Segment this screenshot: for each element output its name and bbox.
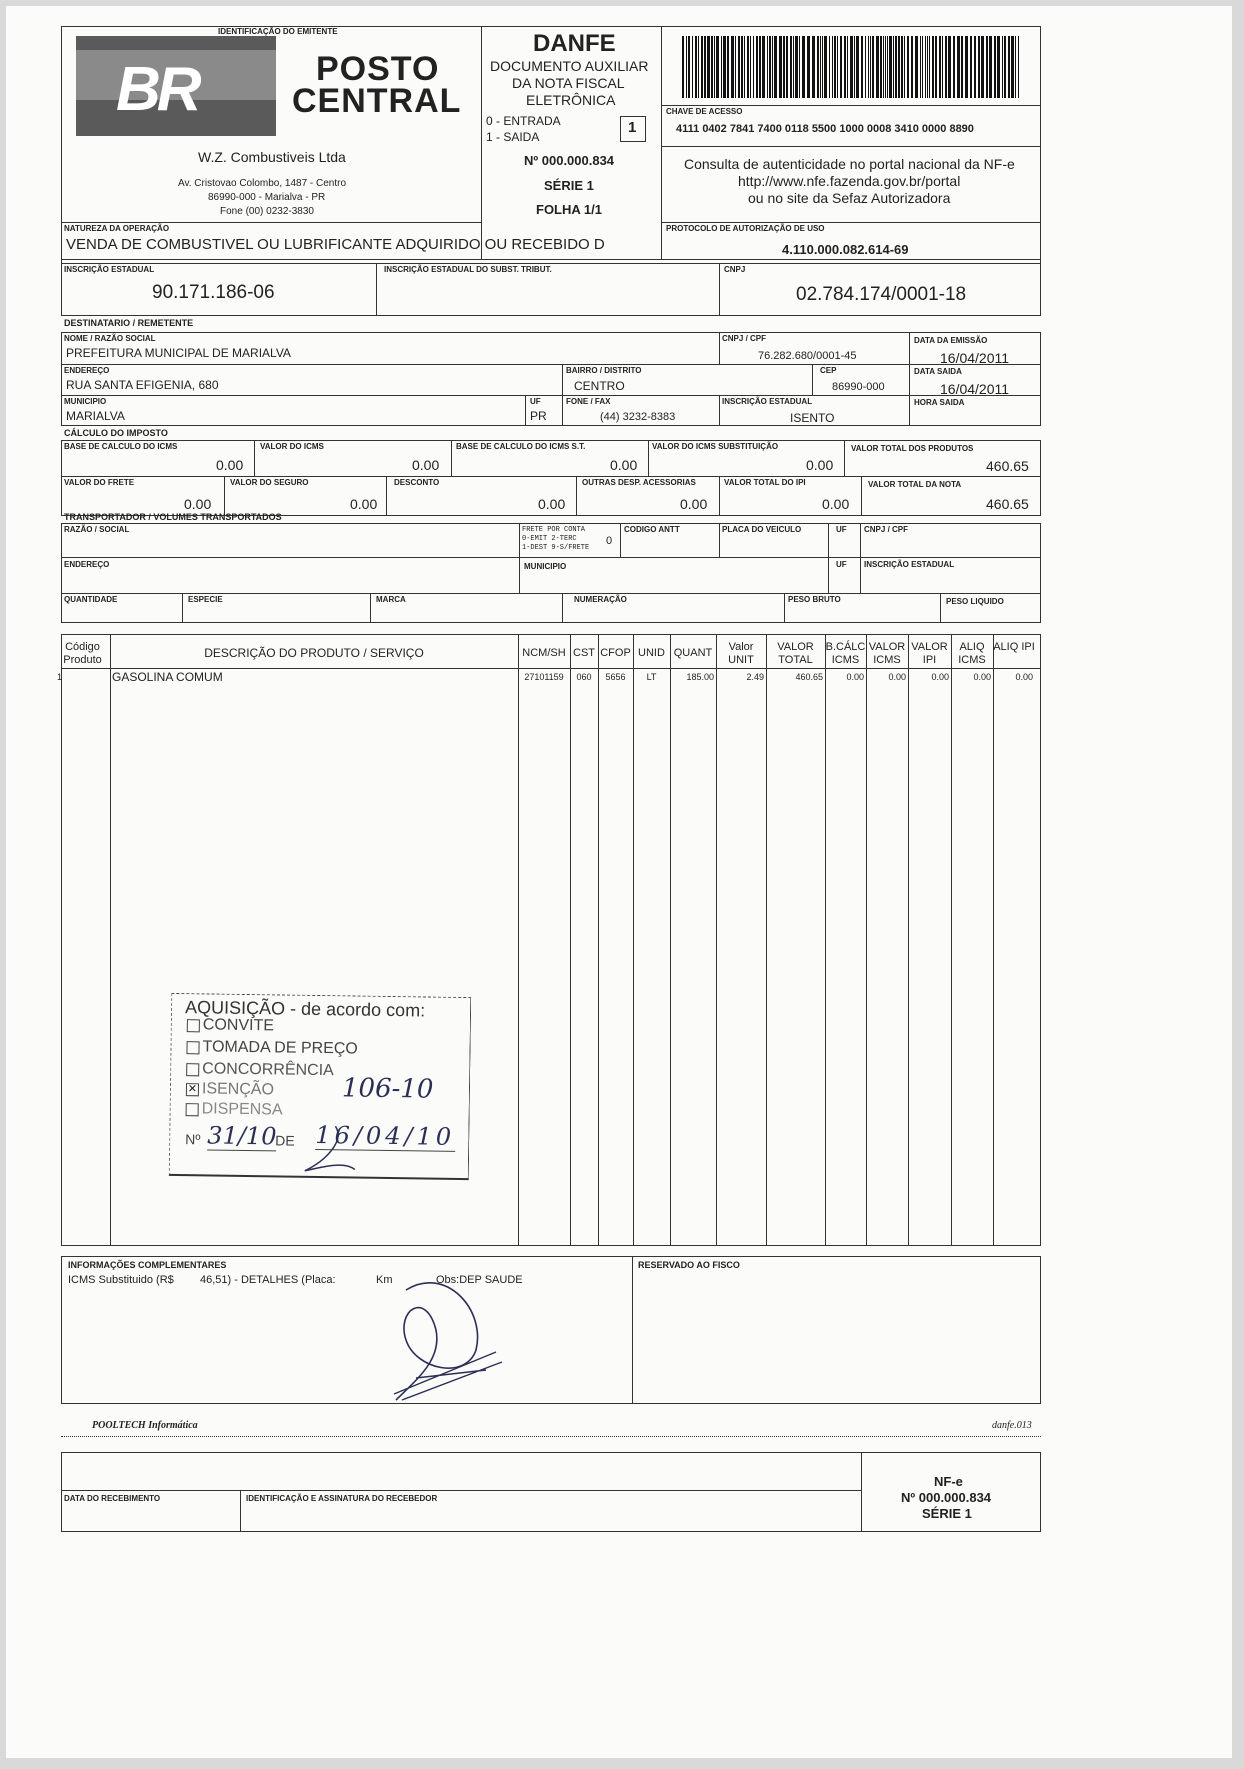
danfe-folha: FOLHA 1/1 (536, 202, 602, 217)
valor-icms-label: VALOR DO ICMS (260, 442, 324, 451)
barcode-bar (880, 36, 882, 98)
outras-label: OUTRAS DESP. ACESSORIAS (582, 478, 696, 487)
barcode-bar (997, 36, 1000, 98)
barcode-bar (970, 36, 972, 98)
dest-uf: PR (530, 409, 547, 423)
frete: 0.00 (184, 496, 212, 512)
dest-uf-label: UF (530, 397, 541, 406)
barcode-bar (989, 36, 992, 98)
barcode-bar (904, 36, 905, 98)
barcode-bar (686, 36, 687, 98)
barcode-bar (767, 36, 768, 98)
consulta-line3: ou no site da Sefaz Autorizadora (748, 190, 951, 206)
barcode-bar (939, 36, 941, 98)
dest-emissao-label: DATA DA EMISSÃO (914, 336, 988, 345)
barcode-bar (868, 36, 869, 98)
barcode-bar (759, 36, 761, 98)
barcode-bar (948, 36, 951, 98)
protocolo-label: PROTOCOLO DE AUTORIZAÇÃO DE USO (666, 224, 825, 233)
produtos-column-divider (670, 634, 671, 1246)
produto-cell: 5656 (605, 672, 626, 682)
produtos-header-cell: VALOR TOTAL (777, 641, 814, 666)
barcode-bar (682, 36, 684, 98)
dest-cep-label: CEP (820, 366, 837, 375)
stamp-handwritten-code: 106-10 (341, 1073, 434, 1105)
quantidade-label: QUANTIDADE (64, 595, 118, 604)
stamp-line4: CONCORRÊNCIA (202, 1060, 334, 1080)
saida-label: 1 - SAIDA (486, 130, 540, 144)
barcode-bar (744, 36, 745, 98)
dest-nome: PREFEITURA MUNICIPAL DE MARIALVA (66, 346, 291, 360)
barcode-bar (898, 36, 900, 98)
produtos-header-cell: VALOR ICMS (868, 641, 906, 666)
dest-saida-label: DATA SAIDA (914, 367, 962, 376)
total-prod-label: VALOR TOTAL DOS PRODUTOS (851, 444, 974, 453)
barcode-bar (774, 36, 777, 98)
barcode-bar (856, 36, 859, 98)
base-st-label: BASE DE CALCULO DO ICMS S.T. (456, 442, 586, 451)
transportador-section: TRANSPORTADOR / VOLUMES TRANSPORTADOS (64, 512, 282, 522)
barcode-bar (817, 36, 819, 98)
dest-cnpj-label: CNPJ / CPF (722, 334, 767, 343)
produtos-header-cell: CST (573, 647, 595, 659)
barcode-bar (756, 36, 758, 98)
barcode-bar (870, 36, 871, 98)
stamp-data: 16/04/10 (315, 1120, 456, 1151)
barcode-bar (786, 36, 788, 98)
emitente-phone: Fone (00) 0232-3830 (220, 206, 314, 217)
barcode-bar (927, 36, 928, 98)
barcode-bar (723, 36, 726, 98)
produtos-column-divider (951, 634, 952, 1246)
emitente-address2: 86990-000 - Marialva - PR (208, 192, 326, 203)
barcode-bar (829, 36, 830, 98)
barcode-bar (716, 36, 719, 98)
barcode-bar (847, 36, 848, 98)
emitente-address1: Av. Cristovao Colombo, 1487 - Centro (178, 178, 347, 189)
peso-liquido-label: PESO LIQUIDO (946, 597, 1004, 606)
brand-line1: POSTO (316, 50, 440, 88)
dest-bairro: CENTRO (574, 379, 625, 393)
barcode-bar (704, 36, 706, 98)
barcode-bar (850, 36, 853, 98)
barcode-bar (986, 36, 988, 98)
barcode-bar (961, 36, 963, 98)
dest-nome-label: NOME / RAZÃO SOCIAL (64, 334, 156, 343)
barcode-bar (688, 36, 690, 98)
barcode-bar (887, 36, 888, 98)
barcode-bar (885, 36, 886, 98)
produto-cell: 1 (57, 672, 63, 682)
barcode-bar (895, 36, 897, 98)
valor-st-label: VALOR DO ICMS SUBSTITUIÇÃO (652, 442, 779, 451)
barcode-bar (925, 36, 926, 98)
danfe-subtitle1: DOCUMENTO AUXILIAR (490, 58, 649, 74)
produtos-header-cell: VALOR IPI (911, 641, 948, 666)
transp-ie-label: INSCRIÇÃO ESTADUAL (864, 560, 955, 569)
produtos-column-divider (110, 634, 111, 1246)
valor-st: 0.00 (806, 457, 834, 473)
dest-cep: 86990-000 (832, 381, 885, 393)
barcode-bar (762, 36, 765, 98)
br-logo-text: BR (116, 55, 198, 124)
stamp-numero-prefix: Nº (185, 1131, 201, 1148)
barcode-bar (953, 36, 955, 98)
barcode-bar (911, 36, 913, 98)
barcode-bar (731, 36, 734, 98)
chave-value: 4111 0402 7841 7400 0118 5500 1000 0008 3410 0000 8890 (676, 123, 974, 135)
barcode-bar (889, 36, 892, 98)
barcode-bar (714, 36, 715, 98)
transp-cnpj-label: CNPJ / CPF (864, 525, 909, 534)
barcode-bar (929, 36, 930, 98)
danfe-serie: SÉRIE 1 (544, 178, 594, 193)
produtos-column-divider (633, 634, 634, 1246)
barcode-bar (883, 36, 884, 98)
produto-cell: 185.00 (686, 672, 714, 682)
stamp-line2: CONVITE (202, 1016, 275, 1035)
info-text1: ICMS Substituido (R$ (68, 1274, 174, 1286)
barcode-bar (793, 36, 794, 98)
produto-cell: 0.00 (973, 672, 991, 682)
barcode-bar (974, 36, 976, 98)
barcode-bar (738, 36, 740, 98)
stamp-line5: ISENÇÃO (201, 1080, 275, 1099)
placa-label: PLACA DO VEICULO (722, 525, 802, 534)
barcode-bar (802, 36, 805, 98)
seguro-label: VALOR DO SEGURO (230, 478, 309, 487)
stamp-dispensa-checkbox (186, 1103, 199, 1116)
frete-conta-value: 0 (606, 535, 613, 547)
barcode-bar (753, 36, 754, 98)
produtos-column-divider (993, 634, 994, 1246)
ie-value: 90.171.186-06 (152, 282, 275, 303)
stamp-line1: AQUISIÇÃO - de acordo com: (184, 997, 426, 1021)
ipi: 0.00 (822, 496, 850, 512)
iest-label: INSCRIÇÃO ESTADUAL DO SUBST. TRIBUT. (384, 265, 552, 274)
marca-label: MARCA (376, 595, 406, 604)
barcode-bar (861, 36, 863, 98)
data-recebimento-label: DATA DO RECEBIMENTO (64, 1494, 161, 1503)
produtos-column-divider (825, 634, 826, 1246)
desconto: 0.00 (538, 496, 566, 512)
total-nota-label: VALOR TOTAL DA NOTA (868, 480, 962, 489)
produtos-header-cell: DESCRIÇÃO DO PRODUTO / SERVIÇO (204, 646, 424, 660)
transp-uf2-label: UF (836, 560, 847, 569)
fisco-label: RESERVADO AO FISCO (638, 1260, 740, 1270)
barcode-bar (711, 36, 713, 98)
frete-label: VALOR DO FRETE (64, 478, 135, 487)
pooltech-label: POOLTECH Informática (92, 1420, 198, 1431)
barcode-bar (790, 36, 792, 98)
brand-line2: CENTRAL (292, 82, 462, 120)
ie-label: INSCRIÇÃO ESTADUAL (64, 265, 155, 274)
transp-uf-label: UF (836, 525, 847, 534)
canhoto-nfe: NF-e (934, 1474, 963, 1489)
dest-ie: ISENTO (790, 411, 835, 425)
dest-emissao: 16/04/2011 (940, 350, 1010, 366)
especie-label: ESPECIE (188, 595, 223, 604)
dest-fone-label: FONE / FAX (566, 397, 611, 406)
ipi-label: VALOR TOTAL DO IPI (724, 478, 806, 487)
barcode-bar (727, 36, 729, 98)
stamp-concorrencia-checkbox (186, 1063, 199, 1076)
stamp-convite-checkbox (187, 1019, 200, 1032)
barcode-bar (844, 36, 846, 98)
peso-bruto-label: PESO BRUTO (788, 595, 841, 604)
signature (376, 1270, 516, 1405)
barcode-bar (799, 36, 800, 98)
barcode-bar (981, 36, 984, 98)
barcode-bar (747, 36, 749, 98)
desconto-label: DESCONTO (394, 478, 440, 487)
barcode-bar (692, 36, 693, 98)
transp-municipio-label: MUNICIPIO (524, 562, 567, 571)
dest-endereco: RUA SANTA EFIGENIA, 680 (66, 378, 219, 392)
frete-conta-1: FRETE POR CONTA (522, 526, 586, 534)
barcode-bar (832, 36, 833, 98)
produto-cell: 0.00 (846, 672, 864, 682)
produtos-column-divider (518, 634, 519, 1246)
emitente-section-label: IDENTIFICAÇÃO DO EMITENTE (218, 27, 338, 36)
danfe-title: DANFE (533, 30, 616, 57)
barcode-bar (1008, 36, 1010, 98)
br-logo (76, 36, 276, 136)
barcode-bar (965, 36, 968, 98)
barcode-bar (1015, 36, 1016, 98)
info-text3: Km (376, 1274, 393, 1286)
produtos-header-cell: NCM/SH (522, 647, 566, 659)
stamp-tomada-checkbox (186, 1041, 199, 1054)
dest-saida: 16/04/2011 (940, 381, 1010, 397)
dest-fone: (44) 3232-8383 (600, 411, 676, 423)
produto-cell: 0.00 (888, 672, 906, 682)
chave-label: CHAVE DE ACESSO (666, 107, 743, 116)
danfe-numero: Nº 000.000.834 (524, 153, 615, 168)
frete-conta-2: 0-EMIT 2-TERC (522, 535, 577, 543)
produto-cell: 2.49 (746, 672, 764, 682)
barcode-bar (920, 36, 921, 98)
barcode-bar (915, 36, 918, 98)
consulta-line1: Consulta de autenticidade no portal nacional da NF-e (684, 156, 1015, 172)
frete-conta-3: 1-DEST 9-S/FRETE (522, 544, 590, 552)
canhoto-serie: SÉRIE 1 (922, 1506, 972, 1521)
barcode-bar (707, 36, 710, 98)
outras: 0.00 (680, 496, 708, 512)
cnpj-emit-value: 02.784.174/0001-18 (796, 284, 967, 305)
barcode-bar (795, 36, 798, 98)
total-nota: 460.65 (986, 496, 1029, 512)
entrada-label: 0 - ENTRADA (486, 114, 561, 128)
barcode-bar (741, 36, 743, 98)
emitente-name: W.Z. Combustiveis Ltda (198, 149, 346, 165)
produto-cell: 0.00 (931, 672, 949, 682)
danfe-subtitle2: DA NOTA FISCAL (512, 75, 625, 91)
valor-icms: 0.00 (412, 457, 440, 473)
canhoto-numero: Nº 000.000.834 (901, 1490, 992, 1505)
informacoes-label: INFORMAÇÕES COMPLEMENTARES (68, 1260, 227, 1270)
antt-label: CODIGO ANTT (624, 525, 680, 534)
barcode-bar (840, 36, 842, 98)
barcode-bar (942, 36, 943, 98)
produto-cell: 060 (576, 672, 592, 682)
aquisicao-stamp (165, 989, 474, 1183)
barcode-bar (932, 36, 934, 98)
barcode-bar (854, 36, 855, 98)
produtos-column-divider (766, 634, 767, 1246)
barcode-bar (701, 36, 703, 98)
barcode-bar (1002, 36, 1003, 98)
danfe-subtitle3: ELETRÔNICA (526, 92, 616, 108)
barcode-bar (750, 36, 751, 98)
transp-endereco-label: ENDEREÇO (64, 560, 110, 569)
stamp-de: DE (275, 1132, 295, 1149)
barcode (682, 36, 1022, 98)
barcode-bar (837, 36, 838, 98)
stamp-scribble (295, 1121, 366, 1182)
barcode-bar (893, 36, 894, 98)
cnpj-emit-label: CNPJ (724, 265, 746, 274)
stamp-line3: TOMADA DE PREÇO (202, 1038, 358, 1058)
barcode-bar (783, 36, 785, 98)
natureza-value: VENDA DE COMBUSTIVEL OU LUBRIFICANTE ADQUIRIDO OU RECEBIDO D (66, 236, 605, 253)
produtos-header-cell: ALIQ ICMS (958, 641, 986, 666)
base-icms-label: BASE DE CALCULO DO ICMS (64, 442, 178, 451)
natureza-label: NATUREZA DA OPERAÇÃO (64, 224, 170, 233)
produtos-header-cell: B.CÁLC ICMS (825, 641, 866, 666)
canhoto-box (61, 1452, 1041, 1532)
seguro: 0.00 (350, 496, 378, 512)
barcode-bar (820, 36, 821, 98)
barcode-bar (876, 36, 879, 98)
assinatura-label: IDENTIFICAÇÃO E ASSINATURA DO RECEBEDOR (246, 1494, 438, 1503)
info-text2: 46,51) - DETALHES (Placa: (200, 1274, 336, 1286)
destinatario-section: DESTINATARIO / REMETENTE (64, 318, 194, 328)
produtos-column-divider (908, 634, 909, 1246)
danfe-form-label: danfe.013 (992, 1420, 1032, 1431)
barcode-bar (901, 36, 903, 98)
barcode-bar (698, 36, 699, 98)
barcode-bar (907, 36, 909, 98)
barcode-bar (824, 36, 827, 98)
produtos-header-cell: QUANT (673, 647, 713, 659)
dest-hora-label: HORA SAIDA (914, 398, 965, 407)
dest-ie-label: INSCRIÇÃO ESTADUAL (722, 397, 813, 406)
barcode-bar (945, 36, 947, 98)
dest-municipio-label: MUNICIPIO (64, 397, 107, 406)
info-text4: Obs:DEP SAUDE (436, 1274, 523, 1286)
consulta-line2: http://www.nfe.fazenda.gov.br/portal (738, 173, 961, 189)
barcode-bar (721, 36, 722, 98)
produtos-column-divider (570, 634, 571, 1246)
danfe-page (6, 6, 1232, 1758)
produtos-header-cell: Valor UNIT (728, 641, 754, 666)
barcode-bar (695, 36, 697, 98)
produtos-header-cell: CFOP (600, 647, 631, 659)
produto-cell: 27101159 (524, 672, 564, 682)
barcode-bar (812, 36, 815, 98)
base-icms: 0.00 (216, 457, 244, 473)
barcode-bar (1011, 36, 1014, 98)
total-prod: 460.65 (986, 458, 1029, 474)
produtos-header-cell: ALIQ IPI (993, 641, 1035, 653)
barcode-bar (865, 36, 866, 98)
dest-bairro-label: BAIRRO / DISTRITO (566, 366, 642, 375)
barcode-bar (772, 36, 773, 98)
barcode-bar (1004, 36, 1006, 98)
barcode-bar (834, 36, 836, 98)
barcode-bar (957, 36, 960, 98)
produto-cell: LT (646, 672, 657, 682)
stamp-numero: 31/10 (207, 1121, 277, 1151)
produto-descricao: GASOLINA COMUM (112, 670, 223, 684)
barcode-bar (735, 36, 736, 98)
barcode-bar (807, 36, 810, 98)
dest-endereco-label: ENDEREÇO (64, 366, 110, 375)
protocolo-value: 4.110.000.082.614-69 (782, 242, 909, 257)
produtos-header-cell: UNID (638, 647, 665, 659)
produtos-column-divider (866, 634, 867, 1246)
stamp-line6: DISPENSA (201, 1100, 283, 1119)
stamp-isencao-checkbox: ✕ (187, 1083, 198, 1096)
barcode-bar (922, 36, 923, 98)
produtos-column-divider (598, 634, 599, 1246)
imposto-section: CÁLCULO DO IMPOSTO (64, 428, 168, 438)
produto-cell: 0.00 (1015, 672, 1033, 682)
numeracao-label: NUMERAÇÃO (574, 595, 627, 604)
dest-municipio: MARIALVA (66, 409, 125, 423)
base-st: 0.00 (610, 457, 638, 473)
barcode-bar (769, 36, 771, 98)
barcode-bar (779, 36, 782, 98)
transp-razao-label: RAZÃO / SOCIAL (64, 525, 130, 534)
barcode-bar (935, 36, 937, 98)
tipo-value: 1 (628, 119, 637, 136)
barcode-bar (872, 36, 874, 98)
barcode-bar (994, 36, 996, 98)
produto-cell: 460.65 (795, 672, 823, 682)
barcode-bar (1018, 36, 1019, 98)
produtos-header-cell: Código Produto (63, 641, 102, 666)
produtos-column-divider (716, 634, 717, 1246)
tear-line (61, 1436, 1041, 1437)
barcode-bar (978, 36, 980, 98)
barcode-bar (822, 36, 823, 98)
dest-cnpj: 76.282.680/0001-45 (758, 350, 857, 362)
